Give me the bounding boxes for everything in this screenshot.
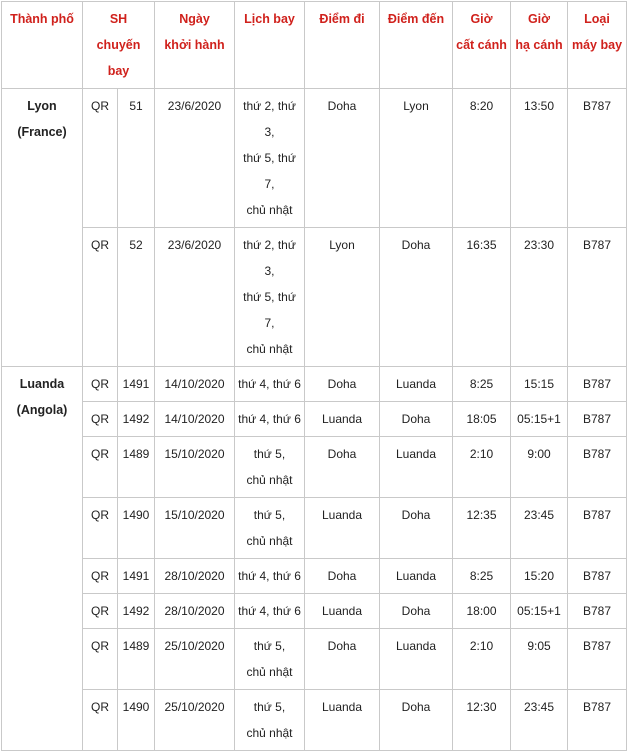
airline-code-cell: QR	[83, 437, 118, 498]
cell-line: Giờ	[527, 12, 551, 26]
airline-code-cell: QR	[83, 559, 118, 594]
flight-schedule-table	[1, 1, 627, 751]
cell-line: thứ 2, thứ	[243, 99, 296, 113]
aircraft-type-cell: B787	[568, 402, 627, 437]
departure-time-cell: 2:10	[453, 629, 511, 690]
cell-line: thứ 5, thứ	[243, 290, 296, 304]
arrival-time-cell: 05:15+1	[511, 402, 568, 437]
airline-code-cell: QR	[83, 402, 118, 437]
schedule-cell	[235, 89, 305, 228]
departure-date-cell: 28/10/2020	[155, 559, 235, 594]
aircraft-type-cell: B787	[568, 437, 627, 498]
cell-line: (France)	[17, 125, 67, 139]
cell-line: 3,	[264, 264, 275, 278]
cell-line: thứ 4, thứ 6	[238, 412, 301, 426]
aircraft-type-cell: B787	[568, 498, 627, 559]
flight-number-cell: 1492	[118, 402, 155, 437]
schedule-cell	[235, 437, 305, 498]
cell-line: thứ 5, thứ	[243, 151, 296, 165]
table-row	[2, 594, 627, 629]
cell-line: Ngày	[179, 12, 210, 26]
destination-cell: Luanda	[380, 437, 453, 498]
header-row	[2, 2, 627, 89]
cell-line: Loại	[584, 12, 610, 26]
destination-cell: Doha	[380, 594, 453, 629]
flight-number-cell: 1491	[118, 559, 155, 594]
arrival-time-cell: 23:30	[511, 228, 568, 367]
destination-cell: Doha	[380, 402, 453, 437]
airline-code-cell: QR	[83, 629, 118, 690]
cell-line: thứ 5,	[253, 508, 286, 522]
header-flight-number	[83, 2, 155, 89]
table-row	[2, 89, 627, 228]
departure-date-cell: 23/6/2020	[155, 89, 235, 228]
aircraft-type-cell: B787	[568, 367, 627, 402]
departure-time-cell: 8:20	[453, 89, 511, 228]
cell-line: Điểm đến	[387, 12, 445, 26]
flight-number-cell: 1489	[118, 629, 155, 690]
destination-cell: Lyon	[380, 89, 453, 228]
departure-date-cell: 15/10/2020	[155, 437, 235, 498]
schedule-cell	[235, 594, 305, 629]
departure-date-cell: 25/10/2020	[155, 629, 235, 690]
destination-cell: Doha	[380, 498, 453, 559]
cell-line: Lịch bay	[244, 12, 295, 26]
schedule-cell	[235, 498, 305, 559]
cell-line: chuyến bay	[96, 38, 141, 78]
cell-line: thứ 5,	[253, 447, 286, 461]
origin-cell: Luanda	[305, 498, 380, 559]
aircraft-type-cell: B787	[568, 594, 627, 629]
cell-line: thứ 4, thứ 6	[238, 569, 301, 583]
destination-cell: Doha	[380, 228, 453, 367]
schedule-cell	[235, 559, 305, 594]
origin-cell: Doha	[305, 367, 380, 402]
departure-time-cell: 18:00	[453, 594, 511, 629]
aircraft-type-cell: B787	[568, 690, 627, 751]
destination-cell: Doha	[380, 690, 453, 751]
header-departure-date	[155, 2, 235, 89]
destination-cell: Luanda	[380, 629, 453, 690]
departure-date-cell: 28/10/2020	[155, 594, 235, 629]
cell-line: máy bay	[571, 38, 623, 52]
city-cell	[2, 367, 83, 751]
schedule-cell	[235, 402, 305, 437]
departure-date-cell: 14/10/2020	[155, 402, 235, 437]
table-row	[2, 437, 627, 498]
cell-line: thứ 2, thứ	[243, 238, 296, 252]
table-body	[2, 89, 627, 751]
schedule-cell	[235, 367, 305, 402]
cell-line: Thành phố	[10, 12, 74, 26]
cell-line: Lyon	[27, 99, 57, 113]
table-row	[2, 498, 627, 559]
arrival-time-cell: 9:05	[511, 629, 568, 690]
departure-time-cell: 18:05	[453, 402, 511, 437]
destination-cell: Luanda	[380, 559, 453, 594]
departure-date-cell: 25/10/2020	[155, 690, 235, 751]
cell-line: cất cánh	[456, 38, 507, 52]
table-row	[2, 690, 627, 751]
cell-line: chủ nhật	[246, 203, 293, 217]
flight-number-cell: 51	[118, 89, 155, 228]
aircraft-type-cell: B787	[568, 228, 627, 367]
cell-line: 7,	[264, 316, 275, 330]
cell-line: SH	[109, 12, 128, 26]
departure-time-cell: 12:30	[453, 690, 511, 751]
origin-cell: Doha	[305, 437, 380, 498]
flight-number-cell: 1492	[118, 594, 155, 629]
origin-cell: Luanda	[305, 690, 380, 751]
schedule-cell	[235, 629, 305, 690]
flight-number-cell: 1491	[118, 367, 155, 402]
cell-line: chủ nhật	[246, 473, 293, 487]
departure-time-cell: 16:35	[453, 228, 511, 367]
arrival-time-cell: 05:15+1	[511, 594, 568, 629]
flight-number-cell: 1490	[118, 498, 155, 559]
table-row	[2, 402, 627, 437]
arrival-time-cell: 23:45	[511, 690, 568, 751]
departure-time-cell: 8:25	[453, 367, 511, 402]
city-cell	[2, 89, 83, 367]
aircraft-type-cell: B787	[568, 89, 627, 228]
cell-line: thứ 5,	[253, 639, 286, 653]
table-row	[2, 228, 627, 367]
airline-code-cell: QR	[83, 690, 118, 751]
airline-code-cell: QR	[83, 367, 118, 402]
arrival-time-cell: 15:20	[511, 559, 568, 594]
flight-number-cell: 1489	[118, 437, 155, 498]
cell-line: Giờ	[470, 12, 493, 26]
schedule-cell	[235, 690, 305, 751]
cell-line: 7,	[264, 177, 275, 191]
arrival-time-cell: 15:15	[511, 367, 568, 402]
origin-cell: Doha	[305, 629, 380, 690]
airline-code-cell: QR	[83, 228, 118, 367]
flight-number-cell: 1490	[118, 690, 155, 751]
header-city	[2, 2, 83, 89]
cell-line: chủ nhật	[246, 342, 293, 356]
cell-line: thứ 4, thứ 6	[238, 377, 301, 391]
header-schedule	[235, 2, 305, 89]
cell-line: thứ 4, thứ 6	[238, 604, 301, 618]
departure-date-cell: 14/10/2020	[155, 367, 235, 402]
cell-line: khởi hành	[164, 38, 225, 52]
aircraft-type-cell: B787	[568, 629, 627, 690]
schedule-cell	[235, 228, 305, 367]
cell-line: (Angola)	[16, 403, 68, 417]
flight-number-cell: 52	[118, 228, 155, 367]
airline-code-cell: QR	[83, 89, 118, 228]
cell-line: thứ 5,	[253, 700, 286, 714]
airline-code-cell: QR	[83, 594, 118, 629]
header-destination	[380, 2, 453, 89]
header-origin	[305, 2, 380, 89]
table-row	[2, 559, 627, 594]
origin-cell: Doha	[305, 89, 380, 228]
departure-date-cell: 15/10/2020	[155, 498, 235, 559]
departure-date-cell: 23/6/2020	[155, 228, 235, 367]
airline-code-cell: QR	[83, 498, 118, 559]
header-arrival-time	[511, 2, 568, 89]
departure-time-cell: 8:25	[453, 559, 511, 594]
origin-cell: Lyon	[305, 228, 380, 367]
cell-line: chủ nhật	[246, 665, 293, 679]
header-departure-time	[453, 2, 511, 89]
cell-line: Luanda	[19, 377, 65, 391]
arrival-time-cell: 23:45	[511, 498, 568, 559]
cell-line: Điểm đi	[319, 12, 365, 26]
header-aircraft	[568, 2, 627, 89]
arrival-time-cell: 13:50	[511, 89, 568, 228]
table-row	[2, 629, 627, 690]
origin-cell: Luanda	[305, 402, 380, 437]
departure-time-cell: 2:10	[453, 437, 511, 498]
arrival-time-cell: 9:00	[511, 437, 568, 498]
cell-line: hạ cánh	[515, 38, 563, 52]
aircraft-type-cell: B787	[568, 559, 627, 594]
departure-time-cell: 12:35	[453, 498, 511, 559]
table-row	[2, 367, 627, 402]
cell-line: chủ nhật	[246, 726, 293, 740]
cell-line: chủ nhật	[246, 534, 293, 548]
origin-cell: Doha	[305, 559, 380, 594]
origin-cell: Luanda	[305, 594, 380, 629]
cell-line: 3,	[264, 125, 275, 139]
destination-cell: Luanda	[380, 367, 453, 402]
